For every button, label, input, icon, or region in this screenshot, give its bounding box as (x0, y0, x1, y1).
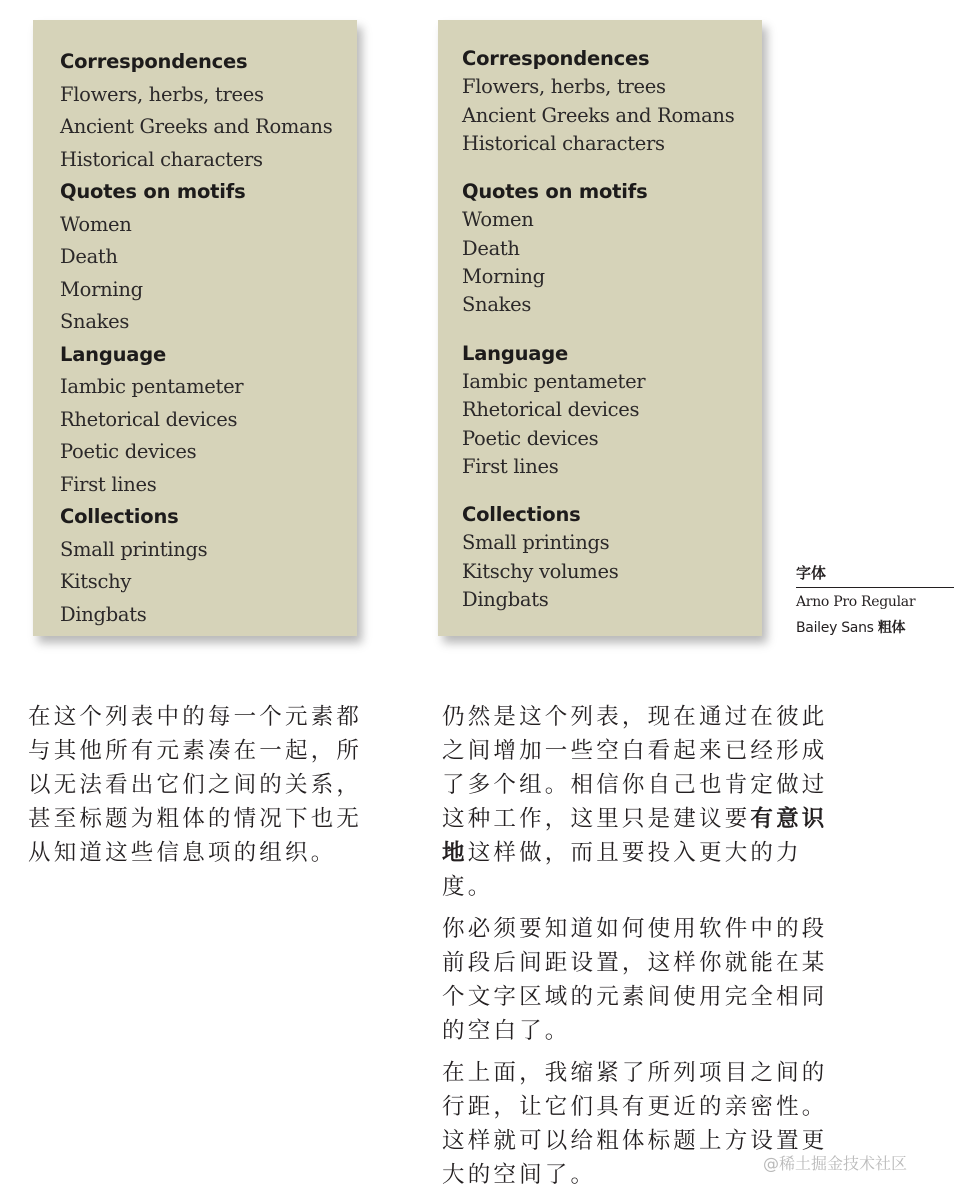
font-legend-heading-font-weight: 粗体 (877, 620, 906, 636)
font-legend-body-font: Arno Pro Regular (796, 594, 916, 610)
heading-language: Language (462, 341, 569, 365)
list-item: Historical characters (60, 147, 263, 171)
heading-language: Language (60, 342, 167, 366)
list-item: Kitschy (60, 570, 132, 593)
list-item: Small printings (462, 531, 610, 555)
heading-quotes-on-motifs: Quotes on motifs (60, 180, 246, 203)
caption-text: 仍然是这个列表，现在通过在彼此之间增加一些空白看起来已经形成了多个组。相信你自己也肯定做过这种工作，这里只是建议要 (442, 704, 828, 832)
list-group (462, 340, 762, 481)
list-item: Small printings (60, 537, 208, 561)
watermark: @稀土掘金技术社区 (763, 1154, 908, 1173)
caption-left: 在这个列表中的每一个元素都与其他所有元素凑在一起，所以无法看出它们之间的关系，甚至标题为粗体的情况下也无从知道这些信息项的组织。 (28, 704, 363, 866)
font-legend-heading-font-name: Bailey Sans (796, 620, 874, 636)
list-item: Morning (60, 277, 143, 301)
list-item: Flowers, herbs, trees (462, 75, 666, 99)
list-item: Rhetorical devices (60, 407, 238, 431)
list-item: Iambic pentameter (462, 369, 646, 393)
list-item: Snakes (60, 310, 130, 333)
font-legend-title: 字体 (796, 562, 954, 588)
heading-correspondences: Correspondences (462, 47, 650, 70)
list-item: Death (462, 236, 520, 260)
list-item: Kitschy volumes (462, 559, 619, 583)
caption-right-paragraph-1 (442, 700, 852, 904)
list-group (462, 178, 762, 319)
list-item: Poetic devices (60, 440, 197, 463)
font-legend (796, 562, 954, 637)
caption-right-paragraph-3: 在上面，我缩紧了所列项目之间的行距，让它们具有更近的亲密性。这样就可以给粗体标题上方设置更大的空间了。 (442, 1060, 828, 1188)
list-item: Morning (462, 265, 545, 289)
list-item: First lines (60, 472, 157, 496)
list-item: Ancient Greeks and Romans (462, 103, 735, 127)
list-group (462, 45, 762, 158)
list-item: Poetic devices (462, 426, 599, 450)
heading-quotes-on-motifs: Quotes on motifs (462, 180, 648, 204)
list-item: First lines (462, 454, 559, 478)
caption-right-paragraph-2: 你必须要知道如何使用软件中的段前段后间距设置，这样你就能在某个文字区域的元素间使用完全相同的空白了。 (442, 916, 828, 1044)
list-item: Women (60, 212, 132, 236)
list-item: Historical characters (462, 131, 665, 155)
list-item: Iambic pentameter (60, 375, 244, 398)
list-item: Dingbats (462, 588, 549, 612)
heading-correspondences: Correspondences (60, 50, 248, 73)
list-card-grouped (438, 20, 762, 636)
list-item: Flowers, herbs, trees (60, 82, 264, 106)
caption-text: 这样做，而且要投入更大的力度。 (442, 840, 802, 900)
list-card-ungrouped (33, 20, 357, 636)
list-item: Snakes (462, 293, 532, 317)
list-item: Women (462, 208, 534, 232)
heading-collections: Collections (60, 505, 179, 528)
caption-right (442, 700, 852, 1200)
list-item: Rhetorical devices (462, 398, 640, 422)
list-item: Death (60, 245, 118, 268)
caption-emphasis: 有意识地 (442, 806, 828, 866)
list-item: Ancient Greeks and Romans (60, 115, 333, 138)
font-legend-heading-font (796, 617, 954, 637)
list-group (462, 501, 762, 614)
heading-collections: Collections (462, 503, 581, 527)
list-item: Dingbats (60, 602, 147, 626)
